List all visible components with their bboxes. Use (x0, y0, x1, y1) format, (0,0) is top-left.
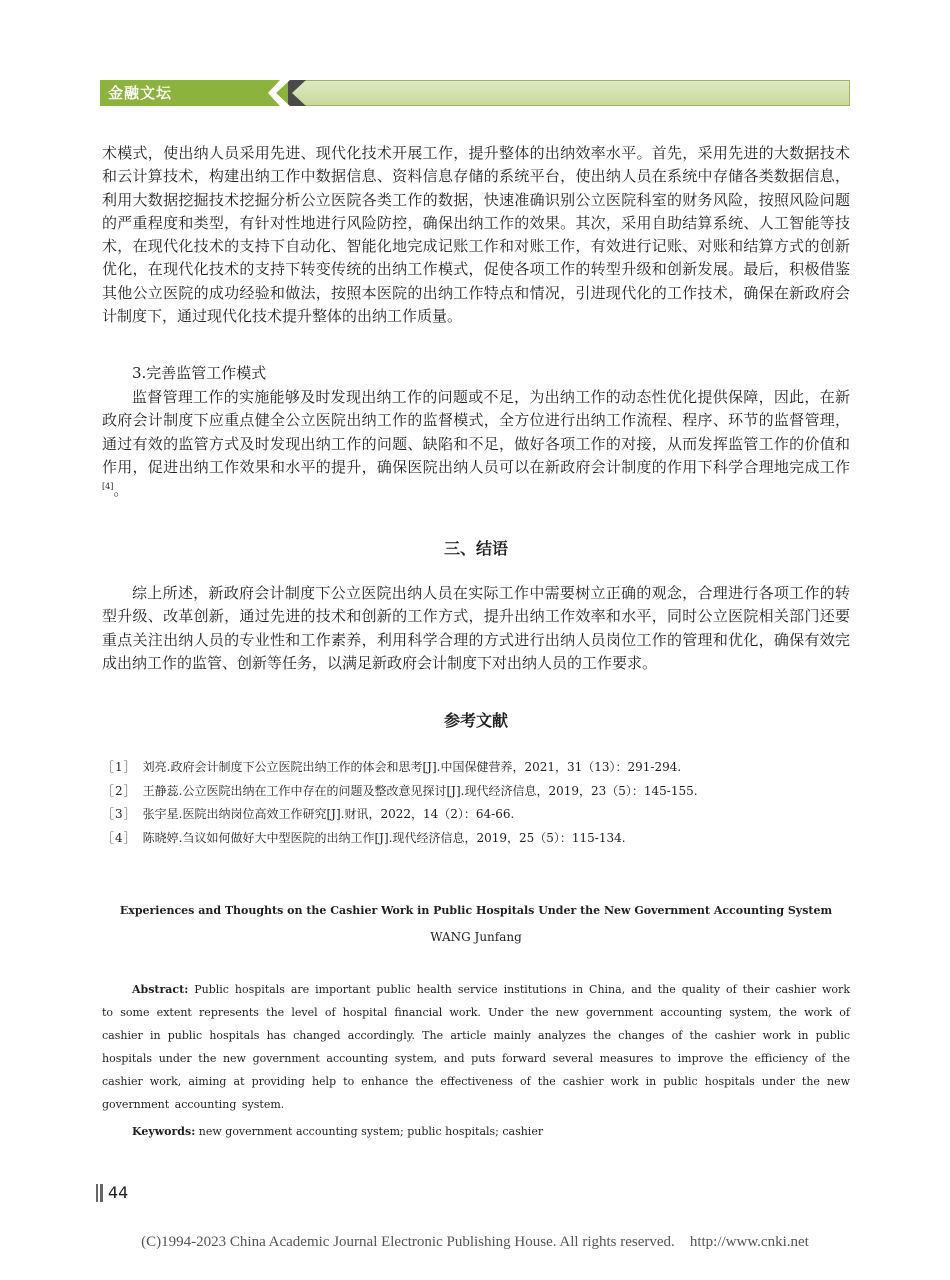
copyright-footer (0, 1234, 950, 1251)
reference-list (102, 756, 850, 850)
reference-item (102, 827, 850, 851)
citation-marker: [4] (102, 482, 114, 492)
reference-item (102, 803, 850, 827)
keywords-label: Keywords: (132, 1125, 196, 1138)
body-paragraph-1: 术模式，使出纳人员采用先进、现代化技术开展工作，提升整体的出纳效率水平。首先，采用先进的大数据技术和云计算技术，构建出纳工作中数据信息、资料信息存储的系统平台，使出纳人员在系统中存储各类数据信息，利用大数据挖掘技术挖掘分析公立医院各类工作的数据，快速准确识别公立医院科室的财务风险，按照风险问题的严重程度和类型，有针对性地进行风险防控，确保出纳工作的效果。其次，采用自助结算系统、人工智能等技术，在现代化技术的支持下自动化、智能化地完成记账工作和对账工作，有效进行记账、对账和结算方式的创新优化，在现代化技术的支持下转变传统的出纳工作模式，促使各项工作的转型升级和创新发展。最后，积极借鉴其他公立医院的成功经验和做法，按照本医院的出纳工作特点和情况，引进现代化的工作技术，确保在新政府会计制度下，通过现代化技术提升整体的出纳工作质量。 (102, 144, 850, 326)
footer-url[interactable]: http://www.cnki.net (689, 1234, 809, 1250)
reference-number: ［1］ (102, 760, 137, 774)
reference-number: ［3］ (102, 807, 137, 821)
reference-text: 张宇星.医院出纳岗位高效工作研究[J].财讯，2022，14（2）：64-66. (142, 807, 515, 821)
english-title: Experiences and Thoughts on the Cashier Work in Public Hospitals Under the New Government Accounting System (119, 904, 833, 917)
reference-item (102, 756, 850, 780)
body-paragraph-2-text: 监督管理工作的实施能够及时发现出纳工作的问题或不足，为出纳工作的动态性优化提供保障，因此，在新政府会计制度下应重点健全公立医院出纳工作的监督模式，全方位进行出纳工作流程、程序、环节的监督管理，通过有效的监管方式及时发现出纳工作的问题、缺陷和不足，做好各项工作的对接，从而发挥监管工作的价值和作用，促进出纳工作效果和水平的提升，确保医院出纳人员可以在新政府会计制度的作用下科学合理地完成工作 (102, 388, 850, 476)
reference-text: 刘亮.政府会计制度下公立医院出纳工作的体会和思考[J].中国保健营养，2021，31（13）：291-294. (142, 760, 682, 774)
body-paragraph-2 (102, 386, 850, 502)
english-author: WANG Junfang (430, 930, 522, 944)
copyright-text: (C)1994-2023 China Academic Journal Electronic Publishing House. All rights reserved. (141, 1234, 675, 1250)
english-keywords (102, 1120, 850, 1143)
english-abstract (102, 978, 850, 1116)
section-title: 金融文坛 (108, 84, 173, 102)
keywords-text: new government accounting system; public hospitals; cashier (198, 1125, 544, 1138)
page-marker-icon (96, 1184, 104, 1202)
reference-text: 王静蕊.公立医院出纳在工作中存在的问题及整改意见探讨[J].现代经济信息，2019，23（5）：145-155. (142, 783, 698, 798)
reference-item (102, 780, 850, 804)
references-heading: 参考文献 (443, 711, 508, 730)
abstract-text: Public hospitals are important public health service institutions in China, and the quality of their cashier work to some extent represents the level of hospital financial work. Under the new government accounting system, the work of cashier in public hospitals has changed accordingly. The article mainly analyzes the changes of the cashier work in public hospitals under the new government accounting system, and puts forward several measures to improve the efficiency of the cashier work, aiming at providing help to enhance the effectiveness of the cashier work in public hospitals under the new government accounting system. (102, 983, 850, 1111)
chevron-left-icon (268, 80, 308, 106)
page-number: 44 (108, 1183, 129, 1202)
reference-number: ［2］ (102, 783, 137, 798)
conclusion-paragraph: 综上所述，新政府会计制度下公立医院出纳人员在实际工作中需要树立正确的观念，合理进行各项工作的转型升级、改革创新，通过先进的技术和创新的工作方式，提升出纳工作效率和水平，同时公立医院相关部门还要重点关注出纳人员的专业性和工作素养，利用科学合理的方式进行出纳人员岗位工作的管理和优化，确保有效完成出纳工作的监管、创新等任务，以满足新政府会计制度下对出纳人员的工作要求。 (102, 584, 850, 672)
reference-number: ［4］ (102, 830, 137, 845)
body-paragraph-2-end: 。 (113, 481, 129, 500)
subheading-supervision: 3.完善监管工作模式 (132, 364, 267, 382)
conclusion-heading: 三、结语 (443, 539, 508, 558)
abstract-label: Abstract: (132, 983, 189, 996)
reference-text: 陈晓婷.刍议如何做好大中型医院的出纳工作[J].现代经济信息，2019，25（5）：115-134. (142, 830, 626, 845)
